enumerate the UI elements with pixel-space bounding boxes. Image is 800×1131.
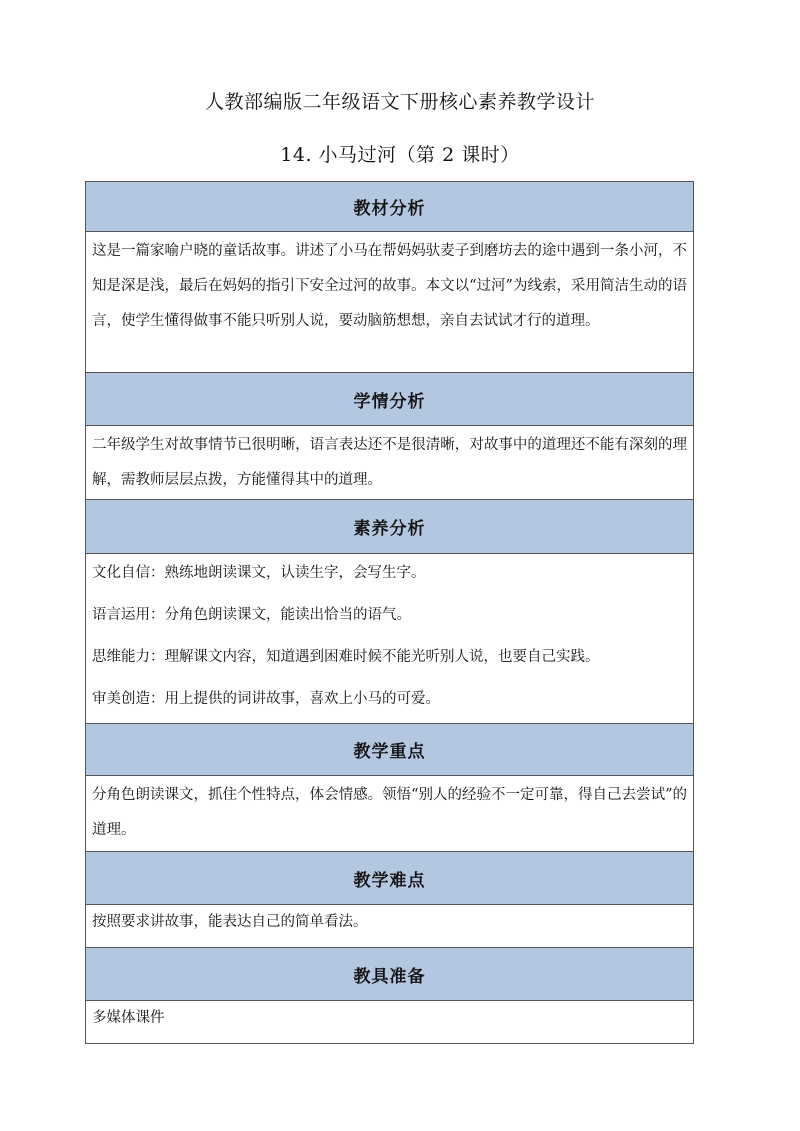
section-body-competency-analysis: [86, 554, 693, 724]
competency-item: 思维能力：理解课文内容，知道遇到困难时候不能光听别人说，也要自己实践。: [92, 649, 600, 665]
section-body-teaching-aids: [86, 1001, 693, 1043]
section-header-teaching-aids: 教具准备: [86, 948, 693, 1001]
section-body-textbook-analysis: [86, 232, 693, 373]
section-header-teaching-focus: 教学重点: [86, 724, 693, 776]
section-header-learner-analysis: 学情分析: [86, 373, 693, 426]
paragraph: 二年级学生对故事情节已很明晰，语言表达还不是很清晰，对故事中的道理还不能有深刻的理解，需教师层层点拨，方能懂得其中的道理。: [92, 437, 687, 488]
section-header-teaching-difficulty: 教学难点: [86, 852, 693, 905]
lesson-plan-table: [85, 181, 694, 1044]
section-body-teaching-focus: [86, 776, 693, 852]
section-body-teaching-difficulty: [86, 905, 693, 948]
section-header-textbook-analysis: 教材分析: [86, 182, 693, 232]
paragraph: 按照要求讲故事，能表达自己的简单看法。: [92, 914, 368, 930]
paragraph: 多媒体课件: [92, 1010, 165, 1026]
paragraph: 这是一篇家喻户晓的童话故事。讲述了小马在帮妈妈驮麦子到磨坊去的途中遇到一条小河，不知是深是浅，最后在妈妈的指引下安全过河的故事。本文以“过河”为线索，采用简洁生动的语言，使学生懂得做事不能只听别人说，要动脑筋想想，亲自去试试才行的道理。: [92, 243, 687, 329]
document-title: 人教部编版二年级语文下册核心素养教学设计: [204, 91, 595, 113]
competency-item: 语言运用：分角色朗读课文，能读出恰当的语气。: [92, 607, 411, 623]
paragraph: 分角色朗读课文，抓住个性特点，体会情感。领悟“别人的经验不一定可靠，得自己去尝试”的道理。: [92, 787, 687, 838]
section-header-competency-analysis: 素养分析: [86, 500, 693, 554]
competency-item: 审美创造：用上提供的词讲故事，喜欢上小马的可爱。: [92, 691, 440, 707]
lesson-title: 14. 小马过河（第 2 课时）: [280, 144, 520, 166]
section-body-learner-analysis: [86, 426, 693, 500]
competency-item: 文化自信：熟练地朗读课文，认读生字，会写生字。: [92, 565, 426, 581]
